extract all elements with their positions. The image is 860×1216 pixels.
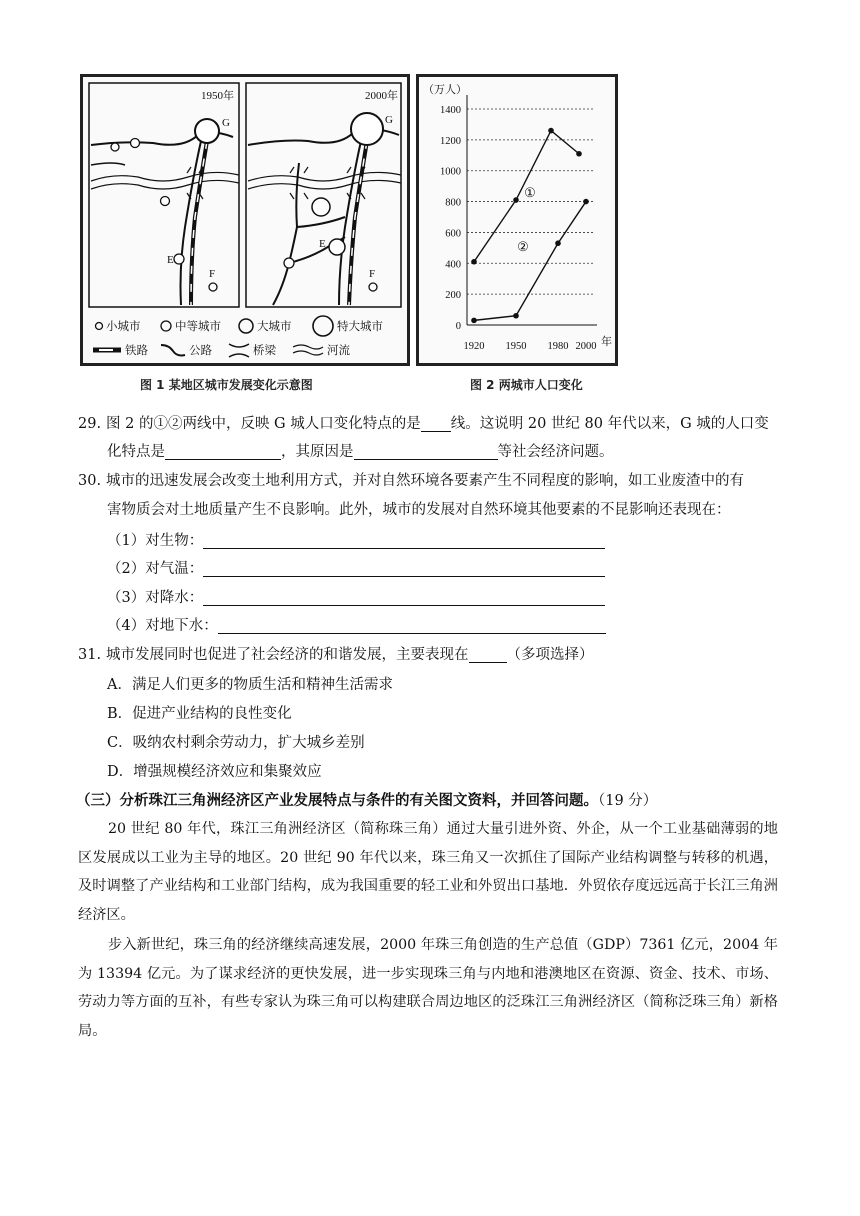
x-tick-label: 1980 xyxy=(547,341,569,352)
q31-number: 31. xyxy=(78,647,102,663)
series-label-1: ① xyxy=(524,184,536,200)
large-city-icon xyxy=(239,319,253,333)
question-31 xyxy=(78,641,778,669)
city-g-1950 xyxy=(195,119,219,143)
y-tick-label: 1400 xyxy=(440,105,461,116)
x-unit-label: 年 xyxy=(601,336,612,348)
q30-line-2: 害物质会对土地质量产生不良影响。此外，城市的发展对自然环境其他要素的不昆影响还表现在： xyxy=(107,502,731,518)
figures xyxy=(80,74,620,394)
figure2-caption: 图 2 两城市人口变化 xyxy=(470,378,583,392)
q30-number: 30. xyxy=(78,473,102,489)
q30-answer-2[interactable] xyxy=(203,559,605,577)
map-legend xyxy=(93,316,383,357)
figure1-caption: 图 1 某地区城市发展变化示意图 xyxy=(140,378,313,392)
legend-river: 河流 xyxy=(327,343,350,357)
section-3-title: （三）分析珠江三角洲经济区产业发展特点与条件的有关图文资料，并回答问题。 xyxy=(76,792,598,809)
q31-stem-a: 城市发展同时也促进了社会经济的和谐发展，主要表现在 xyxy=(106,647,469,663)
panel1-year: 1950年 xyxy=(201,90,234,102)
question-30 xyxy=(78,467,778,495)
x-tick-label: 1920 xyxy=(463,341,485,352)
label-f-1950: F xyxy=(209,268,216,280)
q31-blank[interactable] xyxy=(469,645,507,663)
mega-city-icon xyxy=(313,316,333,336)
q31-option-d[interactable]: D．增强规模经济效应和集聚效应 xyxy=(107,764,322,780)
section-3-heading xyxy=(76,787,657,815)
q29-text-1a: 图 2 的①②两线中，反映 G 城人口变化特点的是 xyxy=(106,416,421,432)
q30-item-4 xyxy=(107,612,787,640)
legend-small-city: 小城市 xyxy=(106,319,141,333)
y-tick-label: 1200 xyxy=(440,135,461,147)
label-g-1950: G xyxy=(222,117,230,129)
paragraph-1: 20 世纪 80 年代，珠江三角洲经济区（简称珠三角）通过大量引进外资、外企，从一个工业基础薄弱的地区发展成以工业为主导的地区。20 世纪 90 年代以来，珠三角又一次抓住了国际产业结构调整与转移的机遇，及时调整了产业结构和工业部门结构，成为我国重要的轻工业和外贸出口基地．外贸依存度远远高于长江三角洲经济区。 xyxy=(78,821,778,923)
city-g-2000 xyxy=(351,113,383,145)
label-g-2000: G xyxy=(385,114,393,126)
legend-railway: 铁路 xyxy=(125,343,148,357)
river-icon xyxy=(293,345,323,355)
q31-option-a[interactable]: A．满足人们更多的物质生活和精神生活需求 xyxy=(107,677,393,693)
population-chart-figure xyxy=(416,74,618,366)
q29-blank-3[interactable] xyxy=(354,442,498,460)
y-tick-label: 400 xyxy=(445,259,461,271)
y-tick-label: 200 xyxy=(445,290,461,302)
q30-answer-3[interactable] xyxy=(203,588,605,606)
q30-item-2-label: （2）对气温： xyxy=(107,561,204,577)
q30-item-4-label: （4）对地下水： xyxy=(107,618,218,634)
data-point xyxy=(471,259,477,265)
bridge-icon xyxy=(229,344,249,357)
q29-number: 29. xyxy=(78,416,102,432)
legend-medium-city: 中等城市 xyxy=(175,319,221,333)
series-line-2 xyxy=(474,202,586,321)
medium-city-icon xyxy=(161,321,171,331)
y-tick-label: 0 xyxy=(455,321,461,332)
legend-mega-city: 特大城市 xyxy=(337,319,383,333)
x-tick-label: 2000 xyxy=(575,341,597,352)
chart-grid xyxy=(467,109,593,294)
city-f-1950 xyxy=(209,283,217,291)
map-panel-1950 xyxy=(89,83,239,307)
city-map-figure xyxy=(80,74,410,366)
paragraph-2: 步入新世纪，珠三角的经济继续高速发展，2000 年珠三角创造的生产总值（GDP）7361 亿元，2004 年为 13394 亿元。为了谋求经济的更快发展，进一步实现珠三角与内地和港澳地区在资源、资金、技术、市场、劳动力等方面的互补，有些专家认为珠三角可以构建联合周边地区的泛珠江三角洲经济区（简称泛珠三角）新格局。 xyxy=(78,937,778,1039)
q31-option-c[interactable]: C．吸纳农村剩余劳动力，扩大城乡差别 xyxy=(107,735,365,751)
q29-text-2c: 等社会经济问题。 xyxy=(497,444,614,460)
city-map xyxy=(83,77,407,363)
data-point xyxy=(576,151,582,157)
q31-stem-b: （多项选择） xyxy=(506,647,594,663)
x-tick-label: 1950 xyxy=(505,341,527,352)
data-point xyxy=(583,199,589,205)
chart-axes xyxy=(467,95,597,325)
panel2-content xyxy=(248,113,401,305)
q29-blank-2[interactable] xyxy=(165,442,281,460)
q29-line-2 xyxy=(107,438,787,466)
q29-text-2a: 化特点是 xyxy=(107,444,165,460)
label-e-1950: E xyxy=(167,254,174,266)
q30-item-2 xyxy=(107,555,787,583)
q30-line-1: 城市的迅速发展会改变土地利用方式，并对自然环境各要素产生不同程度的影响，如工业废渣中的有 xyxy=(106,473,744,489)
panel1-content xyxy=(91,117,239,305)
y-tick-label: 800 xyxy=(445,197,461,209)
q30-item-1-label: （1）对生物： xyxy=(107,533,204,549)
label-f-2000: F xyxy=(369,268,376,280)
question-29 xyxy=(78,410,778,438)
q30-item-1 xyxy=(107,527,787,555)
q29-text-2b: ，其原因是 xyxy=(281,444,354,460)
data-point xyxy=(471,318,477,324)
q30-item-3 xyxy=(107,584,787,612)
q30-answer-1[interactable] xyxy=(203,531,605,549)
panel2-year: 2000年 xyxy=(365,90,398,102)
q30-answer-4[interactable] xyxy=(218,616,606,634)
city-e-2000 xyxy=(329,239,345,255)
data-point xyxy=(548,128,554,134)
population-chart xyxy=(419,77,615,363)
legend-bridge: 桥梁 xyxy=(253,343,276,357)
q31-option-b[interactable]: B．促进产业结构的良性变化 xyxy=(107,706,292,722)
small-city-icon xyxy=(96,323,103,330)
y-tick-label: 600 xyxy=(445,228,461,240)
y-unit-label: （万人） xyxy=(423,84,467,96)
data-point xyxy=(513,197,519,203)
series-label-2: ② xyxy=(517,238,529,254)
legend-highway: 公路 xyxy=(189,343,212,357)
data-point xyxy=(513,313,519,319)
city-e-1950 xyxy=(174,254,184,264)
q29-text-1b: 线。这说明 20 世纪 80 年代以来，G 城的人口变 xyxy=(450,416,769,432)
data-point xyxy=(555,240,561,246)
y-tick-label: 1000 xyxy=(440,166,461,178)
chart-ticks xyxy=(440,105,612,352)
q30-item-3-label: （3）对降水： xyxy=(107,590,204,606)
section-3-points: （19 分） xyxy=(598,793,658,809)
q29-blank-1[interactable] xyxy=(421,414,451,432)
label-e-2000: E xyxy=(319,238,326,250)
highway-icon xyxy=(161,345,185,356)
city-f-2000 xyxy=(369,283,377,291)
legend-large-city: 大城市 xyxy=(257,319,292,333)
